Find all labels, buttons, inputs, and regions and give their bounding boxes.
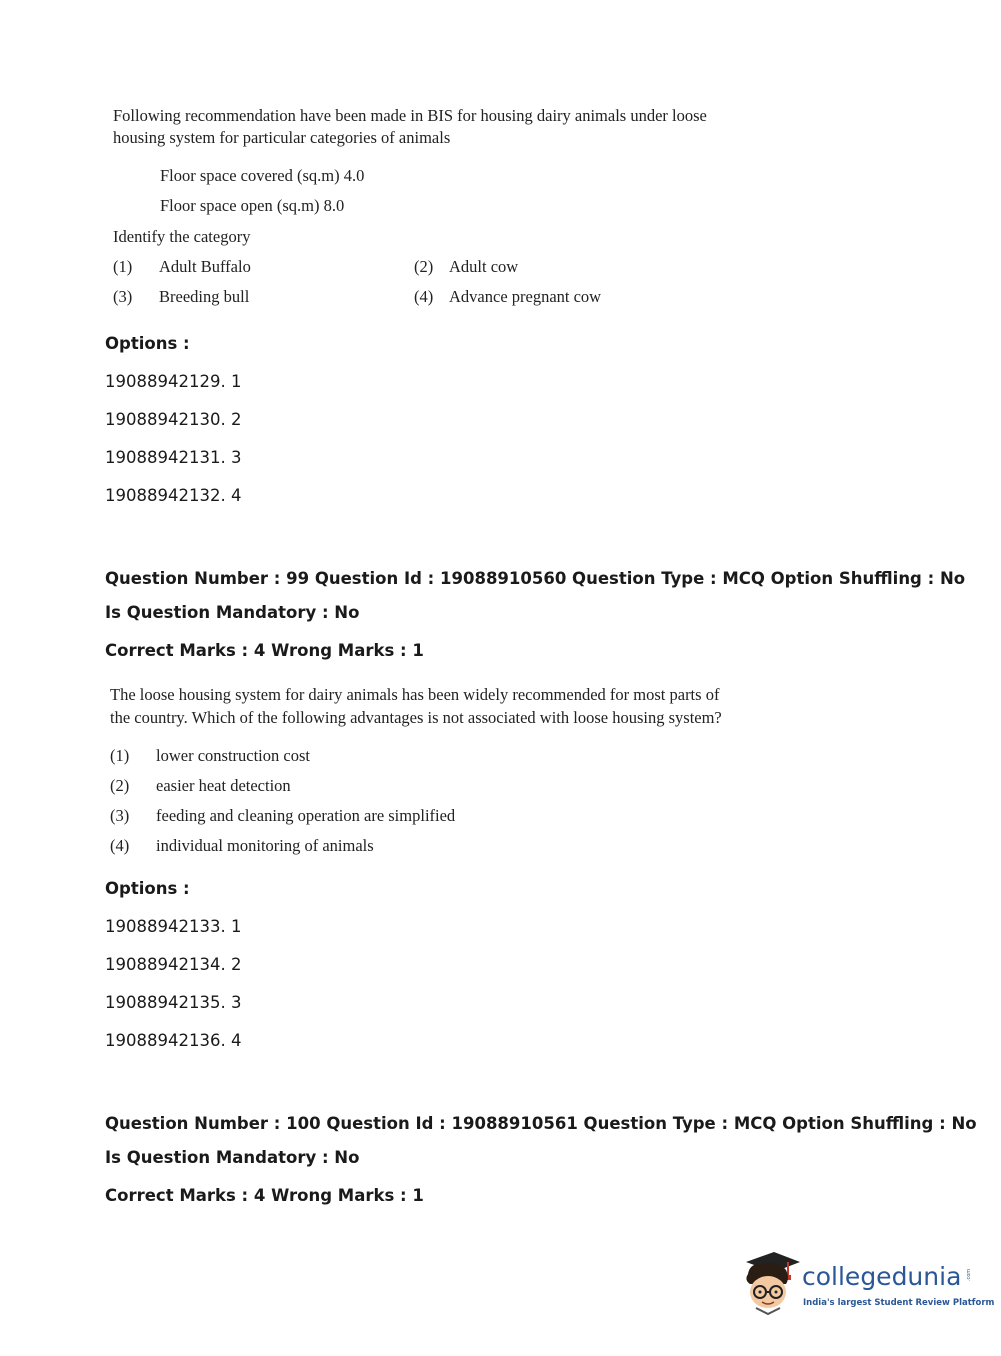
choice-text: feeding and cleaning operation are simplified	[156, 806, 456, 825]
q98-floor-covered: Floor space covered (sq.m) 4.0	[160, 166, 365, 185]
choice-text: individual monitoring of animals	[156, 836, 374, 855]
q98-stem-line2: housing system for particular categories of animals	[113, 128, 451, 147]
q99-choice-4	[110, 836, 374, 856]
choice-number: (1)	[110, 746, 130, 765]
q98-choice-1	[113, 257, 251, 277]
q99-header: Question Number : 99 Question Id : 19088910560 Question Type : MCQ Option Shuffling : No	[105, 569, 966, 588]
q99-mandatory: Is Question Mandatory : No	[105, 603, 360, 622]
q98-option-2: 19088942130. 2	[105, 410, 242, 429]
q98-choice-2	[414, 257, 518, 277]
q98-identify: Identify the category	[113, 227, 251, 246]
q98-option-3: 19088942131. 3	[105, 448, 242, 467]
logo-wordmark: collegedunia	[802, 1262, 962, 1291]
choice-number: (1)	[113, 257, 133, 276]
logo-com: .com	[966, 1268, 973, 1282]
choice-text: lower construction cost	[156, 746, 310, 765]
choice-number: (3)	[113, 287, 133, 306]
choice-text: Breeding bull	[159, 287, 250, 306]
q98-choice-3	[113, 287, 249, 307]
q99-stem-line2: the country. Which of the following advantages is not associated with loose housing system?	[110, 708, 722, 727]
choice-text: Adult cow	[449, 257, 519, 276]
logo-tagline: India's largest Student Review Platform	[803, 1298, 995, 1308]
choice-text: Adult Buffalo	[159, 257, 251, 276]
q99-marks: Correct Marks : 4 Wrong Marks : 1	[105, 641, 424, 660]
q99-choice-1	[110, 746, 310, 766]
choice-number: (2)	[110, 776, 130, 795]
q99-options-label: Options :	[105, 879, 190, 898]
q99-option-3: 19088942135. 3	[105, 993, 242, 1012]
q100-mandatory: Is Question Mandatory : No	[105, 1148, 360, 1167]
q99-choice-2	[110, 776, 291, 796]
q99-choice-3	[110, 806, 455, 826]
q98-choice-4	[414, 287, 601, 307]
q100-marks: Correct Marks : 4 Wrong Marks : 1	[105, 1186, 424, 1205]
q98-option-1: 19088942129. 1	[105, 372, 242, 391]
q99-option-2: 19088942134. 2	[105, 955, 242, 974]
q98-floor-open: Floor space open (sq.m) 8.0	[160, 196, 345, 215]
student-mascot-icon	[740, 1248, 802, 1316]
q98-option-4: 19088942132. 4	[105, 486, 242, 505]
q99-option-1: 19088942133. 1	[105, 917, 242, 936]
q100-header: Question Number : 100 Question Id : 19088910561 Question Type : MCQ Option Shuffling : No	[105, 1114, 977, 1133]
choice-text: Advance pregnant cow	[449, 287, 602, 306]
q99-stem-line1: The loose housing system for dairy animals has been widely recommended for most parts of	[110, 685, 720, 704]
choice-number: (4)	[414, 287, 434, 306]
choice-number: (3)	[110, 806, 130, 825]
choice-number: (2)	[414, 257, 434, 276]
q99-option-4: 19088942136. 4	[105, 1031, 242, 1050]
collegedunia-logo	[740, 1248, 995, 1318]
q98-options-label: Options :	[105, 334, 190, 353]
choice-number: (4)	[110, 836, 130, 855]
q98-stem-line1: Following recommendation have been made in BIS for housing dairy animals under loose	[113, 106, 707, 125]
choice-text: easier heat detection	[156, 776, 291, 795]
